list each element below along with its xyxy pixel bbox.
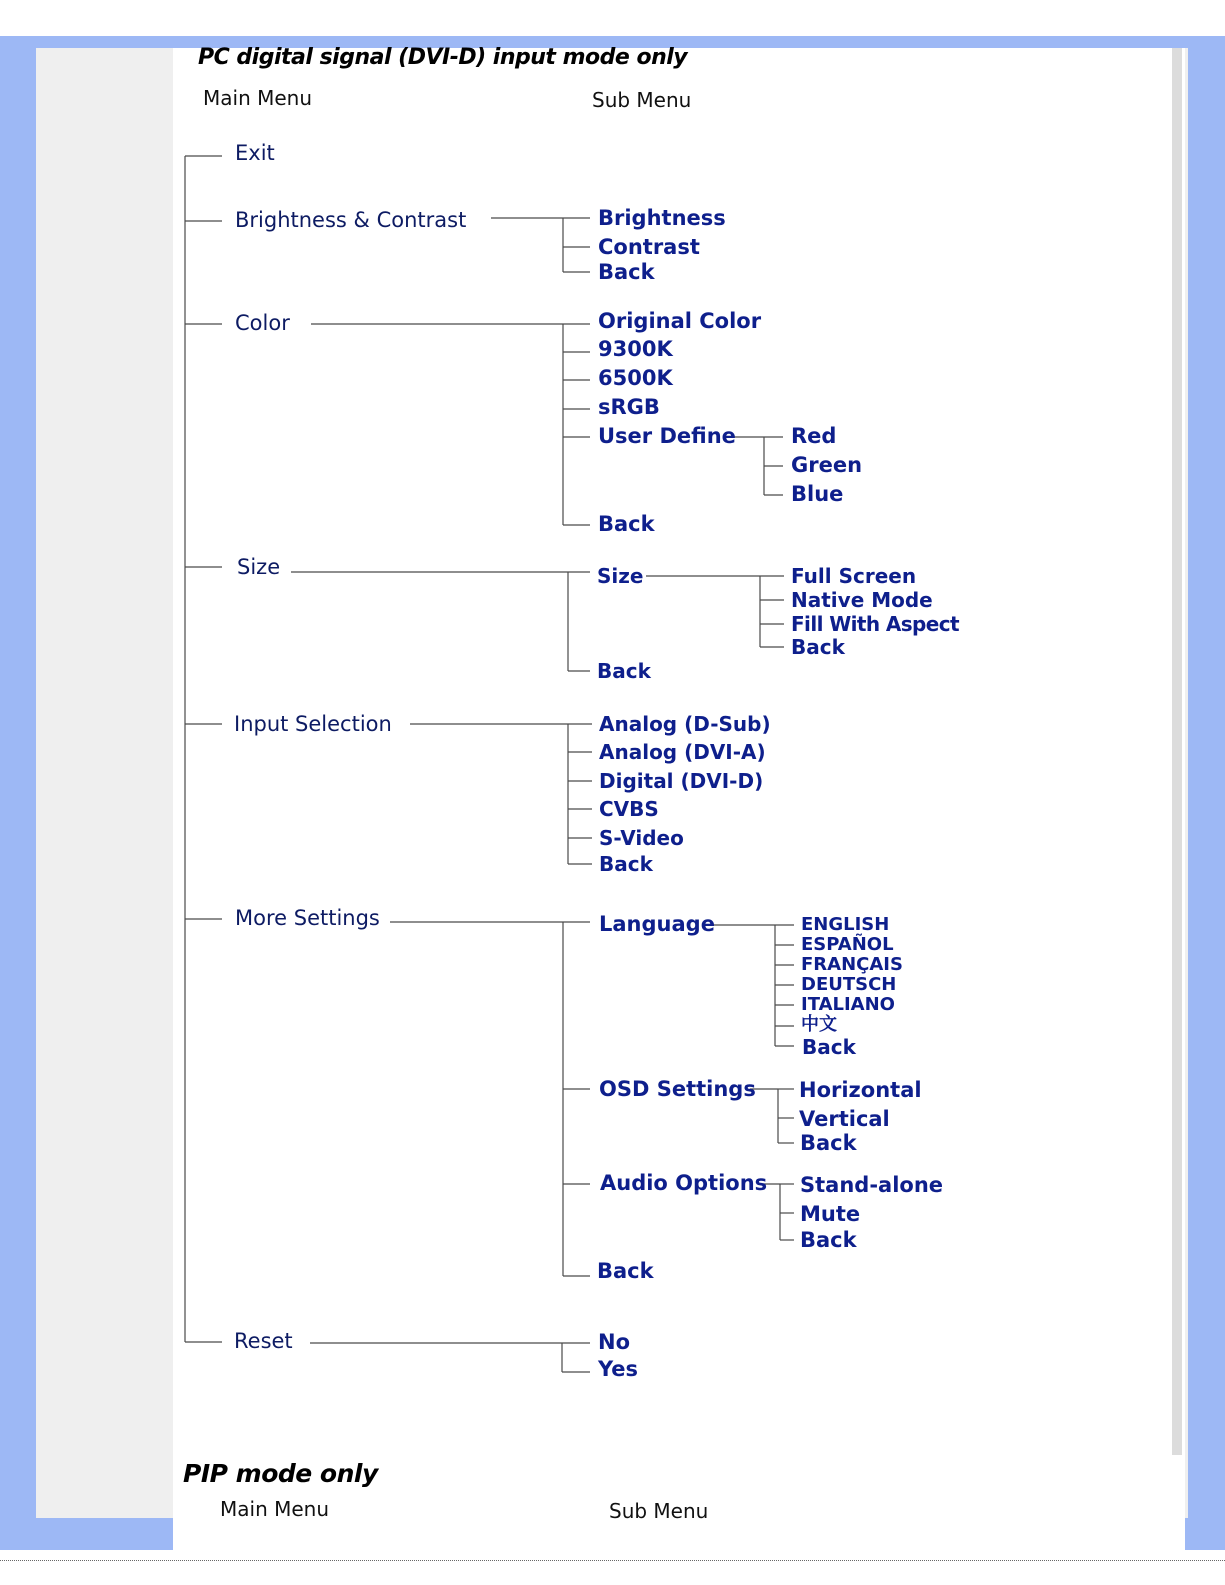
column-header-sub: Sub Menu — [609, 1499, 709, 1523]
language-option-italiano: ITALIANO — [801, 994, 895, 1015]
sub-item-mute: Mute — [800, 1202, 861, 1226]
main-item-exit: Exit — [235, 141, 275, 165]
sub-item-language: Language — [599, 912, 715, 936]
language-option-english: ENGLISH — [801, 914, 890, 935]
sub-item-brightness: Brightness — [598, 206, 726, 230]
column-header-main: Main Menu — [203, 86, 313, 110]
language-option-francais: FRANÇAIS — [801, 954, 903, 975]
sub-item-audio-options: Audio Options — [600, 1171, 768, 1195]
sub-item-full-screen: Full Screen — [791, 564, 917, 588]
main-item-reset: Reset — [234, 1329, 293, 1353]
language-option-espanol: ESPAÑOL — [801, 934, 894, 955]
main-item-size: Size — [237, 555, 281, 579]
sub-item-no: No — [598, 1330, 631, 1354]
sub-item-digital-dvid: Digital (DVI-D) — [599, 769, 764, 793]
sub-item-back: Back — [802, 1035, 856, 1059]
language-option-chinese: 中文 — [801, 1014, 837, 1035]
sub-item-back: Back — [791, 635, 845, 659]
sub-item-green: Green — [791, 453, 863, 477]
sub-item-cvbs: CVBS — [599, 797, 659, 821]
column-header-sub: Sub Menu — [592, 88, 692, 112]
main-item-input-selection: Input Selection — [234, 712, 392, 736]
sub-item-yes: Yes — [598, 1357, 639, 1381]
column-header-main: Main Menu — [220, 1497, 330, 1521]
sub-item-original-color: Original Color — [598, 309, 762, 333]
section-heading-pip: PIP mode only — [183, 1459, 378, 1488]
sub-item-contrast: Contrast — [598, 235, 700, 259]
sub-item-back: Back — [800, 1228, 857, 1252]
sub-item-user-define: User Define — [598, 424, 736, 448]
sub-item-s-video: S-Video — [599, 826, 684, 850]
sub-item-back: Back — [598, 260, 655, 284]
sub-item-srgb: sRGB — [598, 395, 660, 419]
sub-item-back: Back — [599, 852, 653, 876]
main-item-color: Color — [235, 311, 290, 335]
sub-item-analog-dvia: Analog (DVI-A) — [599, 740, 766, 764]
sub-item-blue: Blue — [791, 482, 844, 506]
sub-item-9300k: 9300K — [598, 337, 673, 361]
sub-item-back: Back — [597, 659, 651, 683]
sub-item-6500k: 6500K — [598, 366, 673, 390]
main-item-more-settings: More Settings — [235, 906, 380, 930]
sub-item-stand-alone: Stand-alone — [800, 1173, 944, 1197]
sub-item-native-mode: Native Mode — [791, 588, 933, 612]
sub-item-back: Back — [597, 1259, 654, 1283]
sub-item-red: Red — [791, 424, 837, 448]
sub-item-vertical: Vertical — [799, 1107, 890, 1131]
section-heading-dvi: PC digital signal (DVI-D) input mode only — [198, 45, 688, 70]
sub-item-horizontal: Horizontal — [799, 1078, 922, 1102]
sub-item-fill-with-aspect: Fill With Aspect — [791, 612, 959, 636]
sub-item-back: Back — [800, 1131, 857, 1155]
sub-item-analog-dsub: Analog (D-Sub) — [599, 712, 771, 736]
sub-item-size: Size — [597, 564, 644, 588]
sub-item-osd-settings: OSD Settings — [599, 1077, 756, 1101]
sub-item-back: Back — [598, 512, 655, 536]
language-option-deutsch: DEUTSCH — [801, 974, 897, 995]
main-item-brightness-contrast: Brightness & Contrast — [235, 208, 467, 232]
